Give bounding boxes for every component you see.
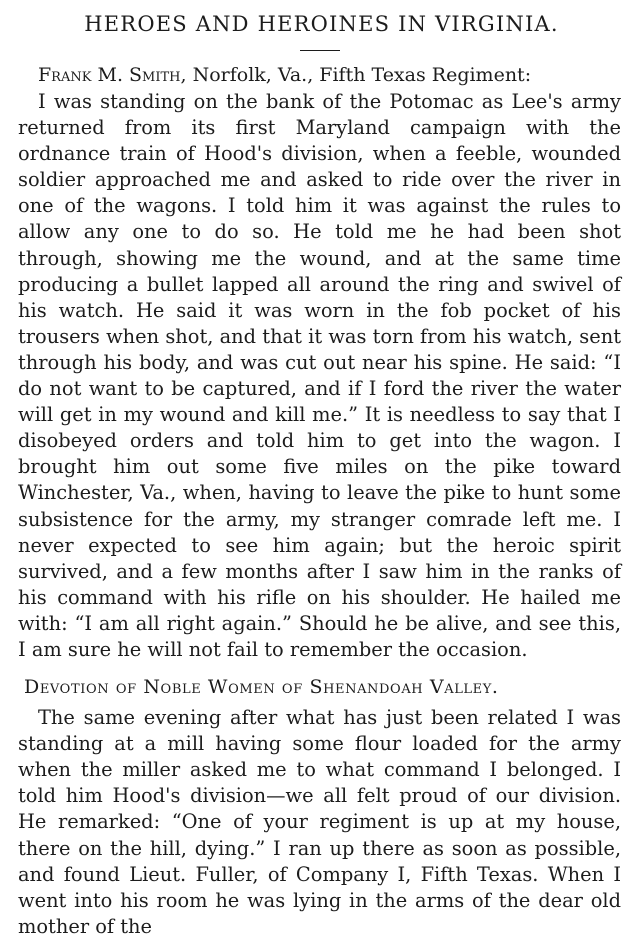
author-name: Frank M. Smith — [38, 64, 181, 86]
author-details: , Norfolk, Va., Fifth Texas Regiment: — [180, 64, 532, 86]
section-body: The same evening after what has just been related I was standing at a mill having some flour loaded for the army when the miller asked me to what command I belonged. I told him Hood's division—we all felt proud of our division. He remarked: “One of your regiment is up at my house, there on the hill, dying.” I ran up there as soon as possible, and found Lieut. Fuller, of Company I, Fifth Texas. When I went into his room he was lying in the arms of the dear old mother of the — [18, 706, 621, 938]
entry-heading — [18, 61, 621, 89]
entry-body: I was standing on the bank of the Potomac as Lee's army returned from its first Maryland campaign with the ordnance train of Hood's division, when a feeble, wounded soldier approached me and asked to ride over the river in one of the wagons. I told him it was against the rules to allow any one to do so. He told me he had been shot through, showing me the wound, and at the same time producing a bullet lapped all around the ring and swivel of his watch. He said it was worn in the fob pocket of his trousers when shot, and that it was torn from his watch, sent through his body, and was cut out near his spine. He said: “I do not want to be captured, and if I ford the river the water will get in my wound and kill me.” It is needless to say that I disobeyed orders and told him to get into the wagon. I brought him out some five miles on the pike toward Winchester, Va., when, having to leave the pike to hunt some subsistence for the army, my stranger comrade left me. I never expected to see him again; but the heroic spirit survived, and a few months after I saw him in the ranks of his command with his rifle on his shoulder. He hailed me with: “I am all right again.” Should he be alive, and see this, I am sure he will not fail to remember the occasion. — [18, 90, 621, 661]
page-title: HEROES AND HEROINES IN VIRGINIA. — [84, 12, 559, 36]
section-heading: Devotion of Noble Women of Shenandoah Valley. — [24, 676, 499, 699]
title-divider — [300, 50, 340, 51]
